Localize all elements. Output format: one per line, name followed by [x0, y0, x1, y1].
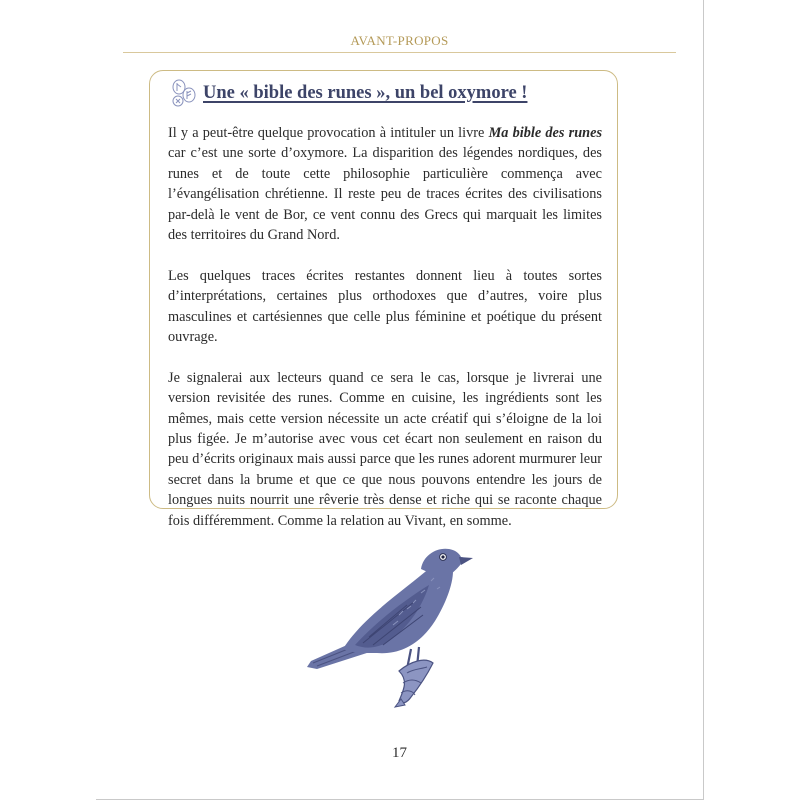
book-page [96, 0, 704, 800]
running-head: AVANT-PROPOS [350, 33, 449, 48]
section-title: Une « bible des runes », un bel oxymore ! [203, 82, 528, 103]
header-rule [123, 52, 676, 53]
paragraph-2: Les quelques traces écrites restantes donnent lieu à toutes sortes d’interprétations, certaines plus orthodoxes que d’autres, voire plus masculines et cartésiennes que celle plus féminine et poétique du présent ouvrage. [168, 267, 602, 346]
body-text [168, 123, 602, 551]
paragraph-1 [168, 123, 602, 245]
raven-icon [303, 545, 473, 710]
page-number: 17 [392, 745, 407, 761]
rune-stones-icon [169, 78, 199, 108]
paragraph-1-lead: Il y a peut-être quelque provocation à intituler un livre [168, 125, 489, 141]
book-title-emphasis: Ma bible des runes [488, 125, 603, 141]
paragraph-1-rest: car c’est une sorte d’oxymore. La disparition des légendes nordiques, des runes et de toute cette philosophie particulière commença avec l’évangélisation chrétienne. Il reste peu de traces écrites des civilisations par-delà le vent de Bor, ce vent connu des Grecs qui marquait les limites des territoires du Grand Nord. [168, 145, 602, 244]
paragraph-3: Je signalerai aux lecteurs quand ce sera le cas, lorsque je livrerai une version revisitée des runes. Comme en cuisine, les ingrédients sont les mêmes, mais cette version nécessite un acte créatif qui s’éloigne de la loi plus figée. Je m’autorise avec vous cet écart non seulement en raison du peu d’écrits originaux mais aussi parce que les runes adorent murmurer leur secret dans la brume et que ce que nous pouvons entendre les jours de longues nuits nourrit une rêverie très dense et riche qui se raconte chaque fois différemment. Comme la relation au Vivant, en somme. [168, 369, 602, 529]
section-heading [169, 78, 527, 108]
